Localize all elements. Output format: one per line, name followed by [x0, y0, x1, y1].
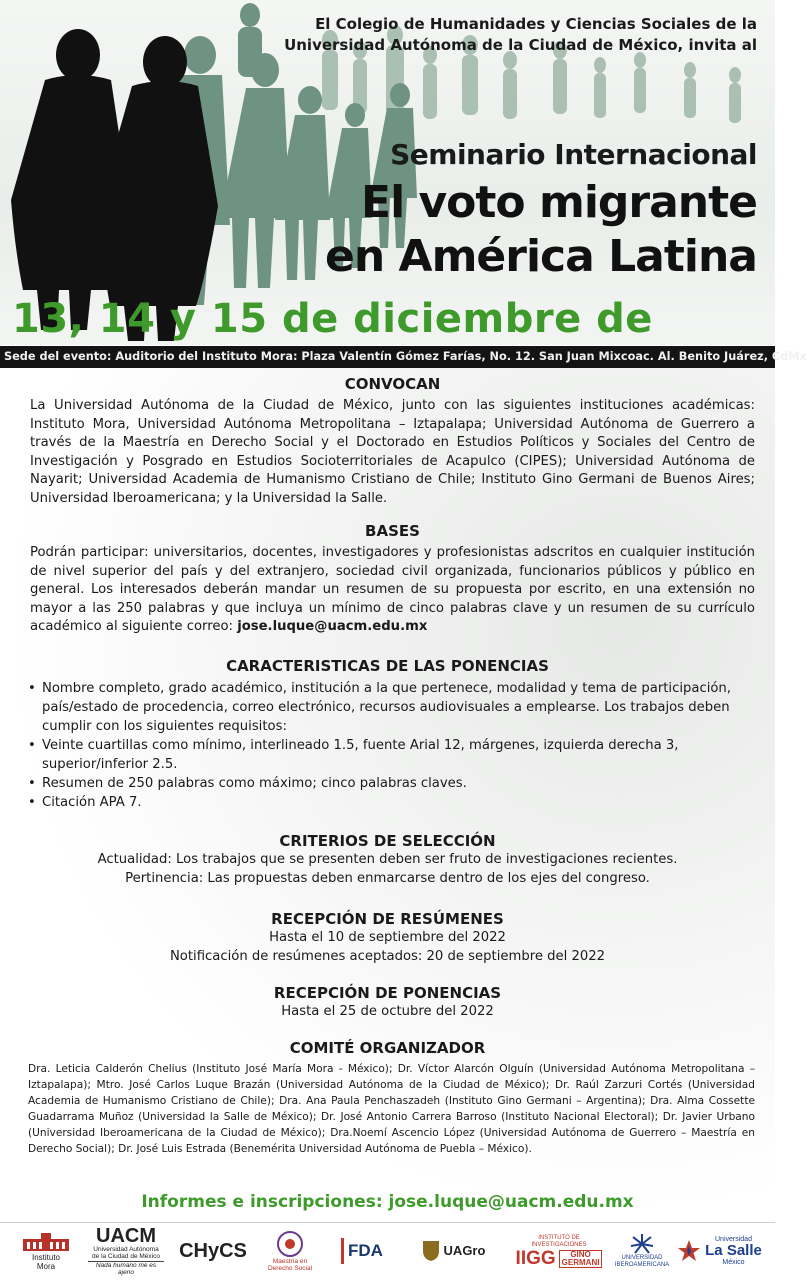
event-title	[325, 176, 757, 284]
logo-bar	[0, 1222, 775, 1281]
mora-line-1: Instituto	[31, 1253, 60, 1262]
chycs-logo	[178, 1229, 248, 1273]
section-caracteristicas	[0, 657, 775, 812]
iigg-row	[515, 1247, 603, 1269]
convocan-title: CONVOCAN	[344, 375, 441, 393]
list-item: • Veinte cuartillas como mínimo, interlineado 1.5, fuente Arial 12, márgenes, izquierda derecha 3, superior/inferior 2.5.	[28, 736, 745, 774]
list-item: • Citación APA 7.	[28, 793, 745, 812]
ibero-sub-2: IBEROAMERICANA	[614, 1262, 670, 1268]
comite-title: COMITÉ ORGANIZADOR	[289, 1038, 486, 1057]
criterios-title: CRITERIOS DE SELECCIÓN	[279, 831, 496, 850]
event-title-line-1: El voto migrante	[361, 177, 757, 228]
la-salle-star-icon	[676, 1238, 702, 1264]
uacm-text: UACM	[96, 1224, 156, 1247]
instituto-mora-logo	[18, 1229, 74, 1273]
criterios-line-2: Pertinencia: Las propuestas deben enmarcarse dentro de los ejes del congreso.	[125, 870, 650, 886]
section-ponencias	[0, 984, 775, 1021]
ibero-sunburst-icon	[629, 1233, 655, 1255]
la-salle-text: La Salle	[705, 1242, 762, 1259]
section-bases	[0, 522, 775, 637]
intro-text	[284, 14, 757, 56]
la-salle-top: Universidad	[715, 1235, 752, 1243]
intro-line-1: El Colegio de Humanidades y Ciencias Sociales de la	[315, 15, 757, 33]
maestria-seal-icon	[275, 1230, 305, 1258]
resumenes-line-2: Notificación de resúmenes aceptados: 20 de septiembre del 2022	[169, 948, 606, 964]
bases-title: BASES	[365, 522, 420, 540]
gino-text: GINO	[570, 1249, 591, 1259]
gino-germani-box	[559, 1250, 603, 1268]
la-salle-sub: México	[722, 1259, 745, 1266]
list-item: • Resumen de 250 palabras como máximo; cinco palabras claves.	[28, 774, 745, 793]
list-item: • Nombre completo, grado académico, institución a la que pertenece, modalidad y tema de participación, país/estado de procedencia, correo electrónico, recursos audiovisuales a emplearse. Los trabajos deben cumplir con los siguientes requisitos:	[28, 679, 745, 736]
uagro-logo	[410, 1229, 496, 1273]
uacm-motto: Nada humano me es ajeno	[88, 1261, 164, 1277]
section-comite	[0, 1039, 775, 1157]
la-salle-text-group	[705, 1236, 762, 1267]
section-criterios	[0, 832, 775, 888]
resumenes-title: RECEPCIÓN DE RESÚMENES	[271, 909, 504, 928]
section-resumenes	[0, 910, 775, 966]
ponencias-line-1: Hasta el 25 de octubre del 2022	[281, 1003, 494, 1019]
bases-text: Podrán participar: universitarios, docentes, investigadores y profesionistas adscritos en cualquier institución de nivel superior del país y del extranjero, sociedad civil organizada, funcionarios públicos y público en general. Los interesados deberán mandar un resumen de su propuesta por escrito, en una extensión no mayor a las 250 palabras y que incluya un mínimo de cinco palabras clave y un resumen de su currículo académico al siguiente correo:	[30, 545, 755, 634]
section-convocan	[0, 375, 775, 508]
uagro-text: UAGro	[443, 1243, 486, 1258]
mora-building-icon	[21, 1231, 71, 1253]
uacm-sub-1: Universidad Autónoma	[93, 1245, 159, 1253]
event-type: Seminario Internacional	[390, 138, 757, 171]
event-dates: 13, 14 y 15 de diciembre de	[12, 296, 653, 342]
caracteristicas-list	[0, 679, 775, 812]
fda-bar-icon	[341, 1238, 344, 1264]
iigg-logo	[512, 1229, 606, 1273]
uacm-logo	[88, 1224, 164, 1276]
convocan-text: La Universidad Autónoma de la Ciudad de México, junto con las siguientes instituciones académicas: Instituto Mora, Universidad Autónoma Metropolitana – Iztapalapa; Universidad Autónoma de Guerrero a través de la Maestría en Derecho Social y el Doctorado en Estudios Políticos y Sociales del Centro de Investigación y Posgrado en Estudios Socioterritoriales de Acapulco (CIPES); Universidad Autónoma de Nayarit; Universidad Academia de Humanismo Cristiano de Chile; Instituto Gino Germani de Buenos Aires; Universidad Iberoamericana; y la Universidad la Salle.	[30, 398, 755, 506]
fda-logo	[332, 1229, 392, 1273]
resumenes-line-1: Hasta el 10 de septiembre del 2022	[269, 929, 506, 945]
uagro-shield-icon	[421, 1239, 441, 1263]
informes-line[interactable]: Informes e inscripciones: jose.luque@uacm.edu.mx	[141, 1192, 634, 1212]
caracteristicas-title: CARACTERISTICAS DE LAS PONENCIAS	[226, 656, 549, 675]
event-title-line-2: en América Latina	[325, 231, 757, 282]
venue-bar: Sede del evento: Auditorio del Instituto Mora: Plaza Valentín Gómez Farías, No. 12. San Juan Mixcoac. Al. Benito Juárez, CdMx	[0, 346, 775, 368]
maestria-text: Maestría en Derecho Social	[267, 1257, 313, 1272]
intro-line-2: Universidad Autónoma de la Ciudad de México, invita al	[284, 36, 757, 54]
chycs-text: CHyCS	[179, 1240, 247, 1262]
iigg-top: INSTITUTO DE INVESTIGACIONES	[531, 1234, 587, 1248]
ponencias-title: RECEPCIÓN DE PONENCIAS	[273, 983, 502, 1002]
bases-text-block	[30, 544, 755, 637]
ibero-sub-1: UNIVERSIDAD	[621, 1254, 663, 1261]
call-content	[0, 375, 775, 1157]
la-salle-logo	[672, 1229, 766, 1273]
maestria-derecho-social-logo	[262, 1229, 318, 1273]
fda-text: FDA	[348, 1241, 383, 1260]
mora-line-2: Mora	[36, 1262, 56, 1271]
uacm-sub-2: de la Ciudad de México	[92, 1253, 160, 1260]
comite-text: Dra. Leticia Calderón Chelius (Instituto José María Mora - México); Dr. Víctor Alarcón Olguín (Universidad Autónoma Metropolitana – Iztapalapa); Mtro. José Carlos Luque Brazán (Universidad Autónoma de la Ciudad de México); Dr. Raúl Zarzuri Cortés (Universidad Academia de Humanismo Cristiano de Chile); Dra. Ana Paula Penchaszadeh (Instituto Gino Germani – Argentina); Dra. Alma Cossette Guadarrama Muñoz (Universidad la Salle de México); Dr. José Antonio Carrera Barroso (Instituto Nacional Electoral); Dr. Javier Urbano (Universidad Iberoamericana de la Ciudad de México); Dra.Noemí Ascencio López (Universidad Autónoma de Guerrero – Maestría en Derecho Social); Dr. José Luis Estrada (Benemérita Universidad Autónoma de Puebla – México).	[28, 1062, 755, 1155]
germani-text: GERMANI	[561, 1257, 600, 1267]
criterios-line-1: Actualidad: Los trabajos que se presenten deben ser fruto de investigaciones recientes.	[97, 851, 678, 867]
bases-email-link[interactable]: jose.luque@uacm.edu.mx	[237, 619, 428, 634]
ibero-logo	[616, 1229, 668, 1273]
iigg-text: IIGG	[515, 1247, 556, 1269]
hero-banner	[0, 0, 775, 345]
